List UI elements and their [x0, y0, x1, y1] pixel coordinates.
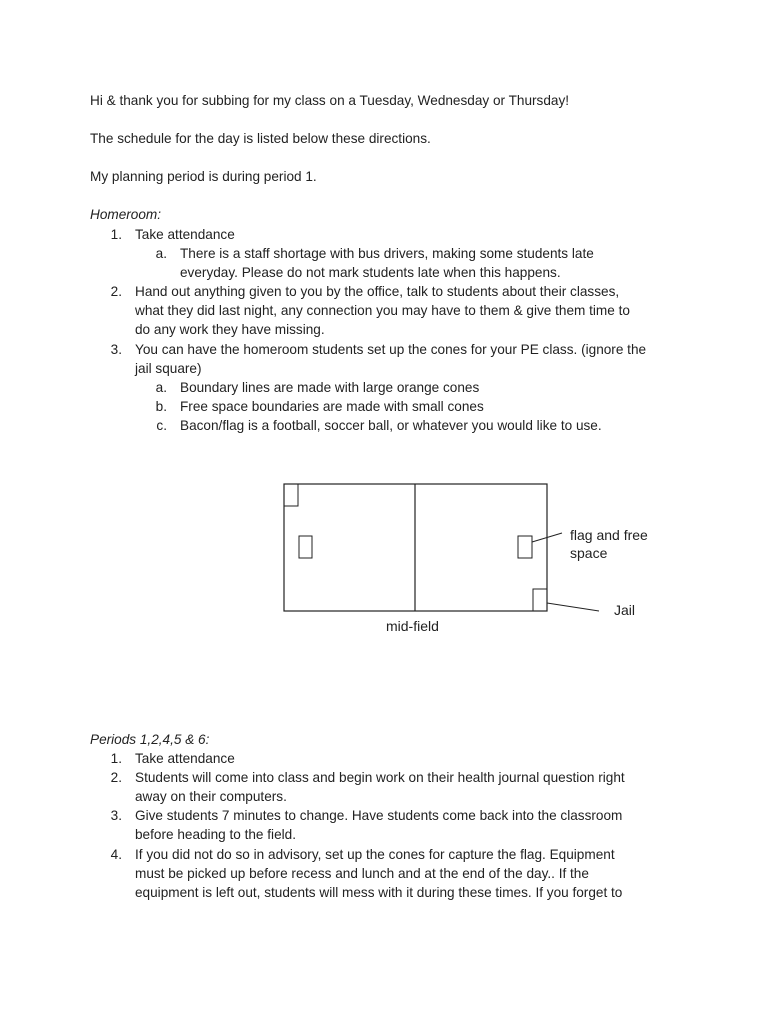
- planning-period-text: My planning period is during period 1.: [90, 169, 317, 184]
- list-marker: 4.: [110, 847, 122, 862]
- midfield-label: mid-field: [386, 618, 439, 634]
- schedule-note-text: The schedule for the day is listed below these directions.: [90, 131, 431, 146]
- list-marker: 3.: [110, 808, 122, 823]
- jail-label: Jail: [614, 602, 636, 618]
- list-marker: 2.: [110, 770, 122, 785]
- list-marker: 2.: [110, 284, 122, 299]
- list-item-line: There is a staff shortage with bus drivers, making some students late: [180, 246, 594, 261]
- jail-square-right: [533, 589, 547, 611]
- list-marker: 1.: [110, 227, 122, 242]
- list-item-line: do any work they have missing.: [135, 322, 325, 337]
- list-marker: c.: [156, 418, 167, 433]
- list-item-line: equipment is left out, students will mess with it during these times. If you forget to: [135, 885, 623, 900]
- list-item-line: Take attendance: [135, 751, 235, 766]
- list-item-line: away on their computers.: [135, 789, 287, 804]
- list-item-line: jail square): [135, 361, 202, 376]
- flag-free-space-label: flag and free: [570, 527, 648, 543]
- list-marker: 3.: [110, 342, 122, 357]
- list-item-line: Give students 7 minutes to change. Have students come back into the classroom: [135, 808, 623, 823]
- list-item-line: Take attendance: [135, 227, 235, 242]
- flag-space-right: [518, 536, 532, 558]
- list-marker: b.: [155, 399, 167, 414]
- list-item-line: Bacon/flag is a football, soccer ball, or whatever you would like to use.: [180, 418, 602, 433]
- list-item-line: Hand out anything given to you by the office, talk to students about their classes,: [135, 284, 620, 299]
- periods-heading: Periods 1,2,4,5 & 6:: [90, 732, 210, 747]
- flag-free-space-label: space: [570, 545, 608, 561]
- greeting-text: Hi & thank you for subbing for my class on a Tuesday, Wednesday or Thursday!: [90, 93, 570, 108]
- list-item-line: If you did not do so in advisory, set up the cones for capture the flag. Equipment: [135, 847, 615, 862]
- jail-square-left: [284, 484, 298, 506]
- list-item-line: before heading to the field.: [135, 827, 296, 842]
- list-item-line: Boundary lines are made with large orange cones: [180, 380, 480, 395]
- list-item-line: must be picked up before recess and lunch and at the end of the day.. If the: [135, 866, 589, 881]
- list-item-line: Free space boundaries are made with small cones: [180, 399, 484, 414]
- homeroom-heading: Homeroom:: [90, 207, 162, 222]
- jail-pointer-line: [547, 603, 599, 611]
- field-diagram: [270, 470, 690, 650]
- list-item-line: You can have the homeroom students set up the cones for your PE class. (ignore the: [135, 342, 647, 357]
- list-item-line: Students will come into class and begin work on their health journal question right: [135, 770, 625, 785]
- list-item-line: what they did last night, any connection you may have to them & give them time to: [135, 303, 630, 318]
- list-item-line: everyday. Please do not mark students late when this happens.: [180, 265, 561, 280]
- list-marker: 1.: [110, 751, 122, 766]
- flag-space-left: [299, 536, 312, 558]
- list-marker: a.: [155, 246, 167, 261]
- list-marker: a.: [155, 380, 167, 395]
